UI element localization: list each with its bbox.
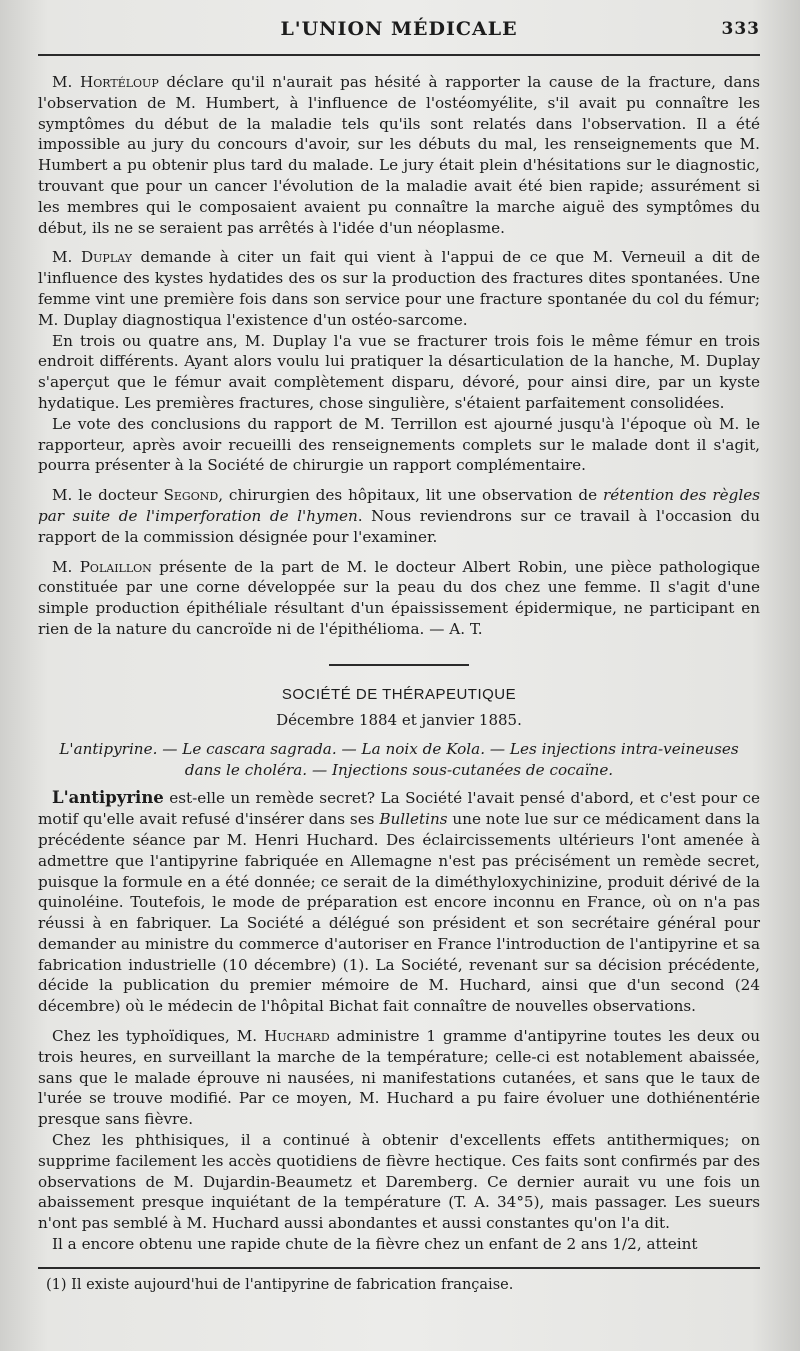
page-number: 333 xyxy=(721,19,760,39)
paragraph-vote: Le vote des conclusions du rapport de M. Terrillon est ajourné jusqu'à l'époque où M. le rapporteur, après avoir recueilli des renseignements complets sur le malade dont il s'agit, pourra présenter à la Société de chirurgie un rapport complémentaire. xyxy=(38,414,760,475)
paragraph-segond: M. le docteur Segond, chirurgien des hôpitaux, lit une observation de rétention des règles par suite de l'imperforation de l'hymen. Nous reviendrons sur ce travail à l'occasion du rapport de la commission désignée pour l'examiner. xyxy=(38,486,760,546)
section-title: SOCIÉTÉ DE THÉRAPEUTIQUE xyxy=(281,685,517,703)
speaker-name: Segond xyxy=(163,486,219,505)
observation-title: rétention des règles par suite de l'imperforation de l'hymen xyxy=(38,486,760,525)
section-divider xyxy=(329,664,469,666)
running-head xyxy=(38,14,760,44)
lead-term: L'antipyrine xyxy=(52,788,164,808)
header-rule xyxy=(38,54,760,56)
speaker-name: Huchard xyxy=(264,1027,330,1046)
paragraph-typhoidiques: Chez les typhoïdiques, M. Huchard administre 1 gramme d'antipyrine toutes les deux ou trois heures, en surveillant la marche de la température; celle-ci est notablement abaissée, sans que le malade éprouve ni nausées, ni manifestations cutanées, et sans que le taux de l'urée se trouve modifié. Par ce moyen, M. Huchard a pu faire évoluer une dothiénentérie presque sans fièvre. xyxy=(38,1027,760,1129)
footnote: (1) Il existe aujourd'hui de l'antipyrine de fabrication française. xyxy=(46,1276,514,1293)
footnote-rule xyxy=(38,1267,760,1269)
paragraph-horteloup: M. Hortéloup déclare qu'il n'aurait pas hésité à rapporter la cause de la fracture, dans l'observation de M. Humbert, à l'influence de l'ostéomyélite, s'il avait pu connaître les symptômes du début de la maladie tels qu'ils sont relatés dans l'observation. Il a été impossible au jury du concours d'avoir, sur les débuts du mal, les renseignements que M. Humbert a pu obtenir plus tard du malade. Le jury était plein d'hésitations sur le diagnostic, trouvant que pour un cancer l'évolution de la maladie avait été bien rapide; assurément si les membres qui le composaient avaient pu connaître la marche aiguë des symptômes du début, ils ne se seraient pas arrêtés à l'idée d'un néoplasme. xyxy=(38,73,760,237)
paragraph-duplay: M. Duplay demande à citer un fait qui vient à l'appui de ce que M. Verneuil a dit de l'influence des kystes hydatides des os sur la production des fractures dites spontanées. Une femme vint une première fois dans son service pour une fracture spontanée du col du fémur; M. Duplay diagnostiqua l'existence d'un ostéo-sarcome. xyxy=(38,248,761,329)
paragraph-enfant: Il a encore obtenu une rapide chute de la fièvre chez un enfant de 2 ans 1/2, atteint xyxy=(52,1235,698,1254)
speaker-name: M. Duplay xyxy=(52,248,132,267)
paragraph-polaillon: M. Polaillon présente de la part de M. le docteur Albert Robin, une pièce pathologique constituée par une corne développée sur la peau du dos chez une femme. Il s'agit d'une simple production épithéliale résultant d'un épaississement épidermique, ne participant en rien de la nature du cancroïde ni de l'épithélioma. — A. T. xyxy=(38,557,760,638)
paragraph-antipyrine: L'antipyrine est-elle un remède secret? La Société l'avait pensé d'abord, et c'est pour ce motif qu'elle avait refusé d'insérer dans ses Bulletins une note lue sur ce médicament dans la précédente séance par M. Henri Huchard. Des éclaircissements ultérieurs l'ont amenée à admettre que l'antipyrine fabriquée en Allemagne n'est pas précisément un remède secret, puisque la formule en a été donnée; ce serait de la diméthyloxychinizine, produit dérivé de la quinoléine. Toutefois, le mode de préparation est encore inconnu en France, où on n'a pas réussi à en fabriquer. La Société a délégué son président et son secrétaire général pour demander au ministre du commerce d'autoriser en France l'introduction de l'antipyrine et sa fabrication industrielle (10 décembre) (1). La Société, revenant sur sa décision précédente, décide la publication du premier mémoire de M. Huchard, ainsi que d'un second (24 décembre) où le médecin de l'hôpital Bichat fait connaître de nouvelles observations. xyxy=(38,788,760,1016)
paragraph-phthisiques: Chez les phthisiques, il a continué à obtenir d'excellents effets antithermiques; on supprime facilement les accès quotidiens de fièvre hectique. Ces faits sont confirmés par des observations de M. Dujardin-Beaumetz et Daremberg. Ce dernier aurait vu une fois un abaissement presque inquiétant de la température (T. A. 34°5), mais passager. Les sueurs n'ont pas semblé à M. Huchard aussi abondantes et aussi constantes qu'on l'a dit. xyxy=(38,1131,760,1233)
speaker-name: M. Hortéloup xyxy=(52,73,159,91)
journal-title: L'UNION MÉDICALE xyxy=(280,18,518,40)
paragraph-duplay-cont: En trois ou quatre ans, M. Duplay l'a vue se fracturer trois fois le même fémur en trois endroit différents. Ayant alors voulu lui pratiquer la désarticulation de la hanche, M. Duplay s'aperçut que le fémur avait complètement disparu, dévoré, pour ainsi dire, par un kyste hydatique. Les premières fractures, chose singulière, s'étaient parfaitement consolidées. xyxy=(38,331,760,412)
section-date: Décembre 1884 et janvier 1885. xyxy=(276,710,522,729)
speaker-name: M. Polaillon xyxy=(52,557,152,576)
section-topics: L'antipyrine. — Le cascara sagrada. — La noix de Kola. — Les injections intra-veineuses dans le choléra. — Injections sous-cutanées de cocaïne. xyxy=(59,739,739,779)
